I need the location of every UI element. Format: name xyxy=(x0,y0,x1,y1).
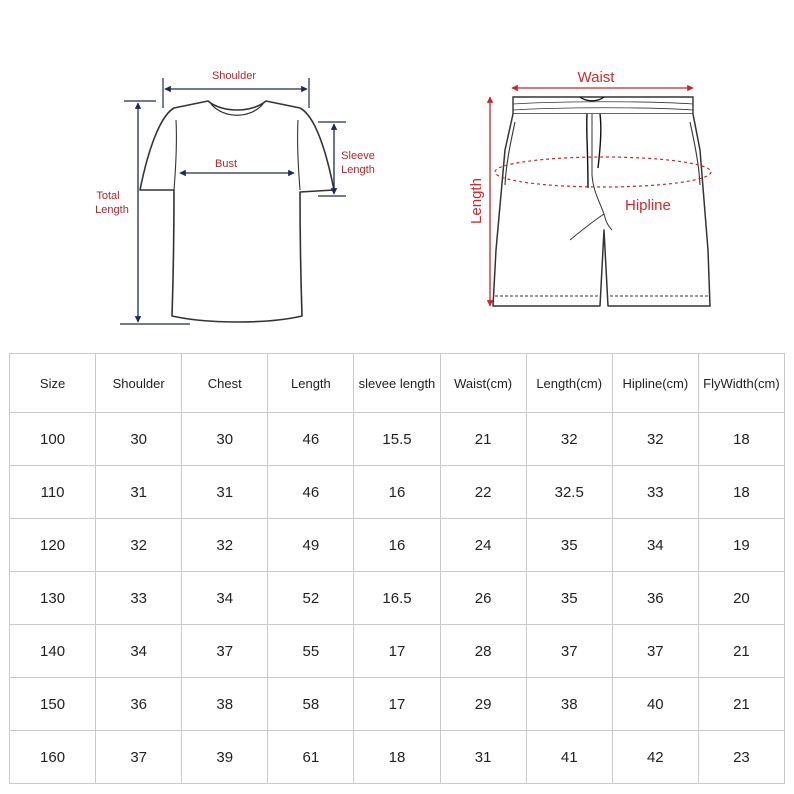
col-header-flywidth: FlyWidth(cm) xyxy=(698,354,784,413)
cell-hipline: 37 xyxy=(612,625,698,678)
cell-shorts-length: 32 xyxy=(526,413,612,466)
col-header-sleeve-length: slevee length xyxy=(354,354,440,413)
size-chart-table xyxy=(9,353,785,784)
cell-flywidth: 21 xyxy=(698,678,784,731)
table-row xyxy=(10,413,785,466)
cell-length: 52 xyxy=(268,572,354,625)
cell-shoulder: 33 xyxy=(96,572,182,625)
cell-size: 110 xyxy=(10,466,96,519)
length-label: Length xyxy=(468,178,485,224)
cell-length: 49 xyxy=(268,519,354,572)
col-header-hipline: Hipline(cm) xyxy=(612,354,698,413)
table-row xyxy=(10,678,785,731)
cell-hipline: 34 xyxy=(612,519,698,572)
cell-flywidth: 20 xyxy=(698,572,784,625)
waist-label: Waist xyxy=(577,69,615,86)
cell-waist: 24 xyxy=(440,519,526,572)
cell-sleeve-length: 18 xyxy=(354,731,440,784)
cell-length: 46 xyxy=(268,413,354,466)
col-header-chest: Chest xyxy=(182,354,268,413)
cell-flywidth: 19 xyxy=(698,519,784,572)
waist-dimension xyxy=(512,69,693,88)
cell-waist: 29 xyxy=(440,678,526,731)
cell-shorts-length: 35 xyxy=(526,572,612,625)
cell-waist: 26 xyxy=(440,572,526,625)
cell-size: 150 xyxy=(10,678,96,731)
cell-sleeve-length: 16.5 xyxy=(354,572,440,625)
shoulder-label: Shoulder xyxy=(211,70,257,82)
tshirt-illustration xyxy=(140,101,334,322)
cell-shoulder: 31 xyxy=(96,466,182,519)
cell-flywidth: 18 xyxy=(698,466,784,519)
sleeve-label-line2: Length xyxy=(341,164,375,176)
cell-chest: 32 xyxy=(182,519,268,572)
cell-size: 160 xyxy=(10,731,96,784)
cell-size: 140 xyxy=(10,625,96,678)
header-row xyxy=(10,354,785,413)
cell-size: 120 xyxy=(10,519,96,572)
length-dimension xyxy=(468,97,490,306)
cell-chest: 37 xyxy=(182,625,268,678)
col-header-size: Size xyxy=(10,354,96,413)
hipline-label: Hipline xyxy=(625,197,671,214)
cell-flywidth: 18 xyxy=(698,413,784,466)
col-header-shoulder: Shoulder xyxy=(96,354,182,413)
cell-shoulder: 36 xyxy=(96,678,182,731)
shoulder-dimension xyxy=(163,70,309,108)
cell-waist: 31 xyxy=(440,731,526,784)
cell-chest: 38 xyxy=(182,678,268,731)
cell-sleeve-length: 17 xyxy=(354,678,440,731)
total-length-label-line1: Total xyxy=(96,190,120,202)
measurement-diagram xyxy=(0,0,794,345)
cell-hipline: 42 xyxy=(612,731,698,784)
cell-length: 55 xyxy=(268,625,354,678)
table-row xyxy=(10,519,785,572)
cell-size: 100 xyxy=(10,413,96,466)
cell-hipline: 33 xyxy=(612,466,698,519)
cell-chest: 34 xyxy=(182,572,268,625)
cell-shorts-length: 35 xyxy=(526,519,612,572)
cell-chest: 39 xyxy=(182,731,268,784)
cell-length: 61 xyxy=(268,731,354,784)
sleeve-label-line1: Sleeve xyxy=(341,150,375,162)
cell-flywidth: 23 xyxy=(698,731,784,784)
cell-shoulder: 37 xyxy=(96,731,182,784)
col-header-waist: Waist(cm) xyxy=(440,354,526,413)
cell-length: 58 xyxy=(268,678,354,731)
bust-label: Bust xyxy=(214,158,238,170)
cell-chest: 30 xyxy=(182,413,268,466)
cell-waist: 28 xyxy=(440,625,526,678)
cell-flywidth: 21 xyxy=(698,625,784,678)
table-row xyxy=(10,625,785,678)
cell-shorts-length: 37 xyxy=(526,625,612,678)
table-row xyxy=(10,572,785,625)
cell-hipline: 36 xyxy=(612,572,698,625)
cell-shoulder: 32 xyxy=(96,519,182,572)
cell-waist: 21 xyxy=(440,413,526,466)
cell-hipline: 40 xyxy=(612,678,698,731)
cell-chest: 31 xyxy=(182,466,268,519)
total-length-label-line2: Length xyxy=(95,204,129,216)
col-header-length: Length xyxy=(268,354,354,413)
cell-shorts-length: 38 xyxy=(526,678,612,731)
table-row xyxy=(10,466,785,519)
cell-shoulder: 34 xyxy=(96,625,182,678)
table-row xyxy=(10,731,785,784)
cell-shoulder: 30 xyxy=(96,413,182,466)
cell-sleeve-length: 16 xyxy=(354,466,440,519)
cell-shorts-length: 32.5 xyxy=(526,466,612,519)
cell-waist: 22 xyxy=(440,466,526,519)
cell-hipline: 32 xyxy=(612,413,698,466)
col-header-shorts-length: Length(cm) xyxy=(526,354,612,413)
cell-sleeve-length: 16 xyxy=(354,519,440,572)
cell-shorts-length: 41 xyxy=(526,731,612,784)
cell-sleeve-length: 17 xyxy=(354,625,440,678)
cell-size: 130 xyxy=(10,572,96,625)
cell-length: 46 xyxy=(268,466,354,519)
shorts-illustration xyxy=(493,97,710,306)
cell-sleeve-length: 15.5 xyxy=(354,413,440,466)
